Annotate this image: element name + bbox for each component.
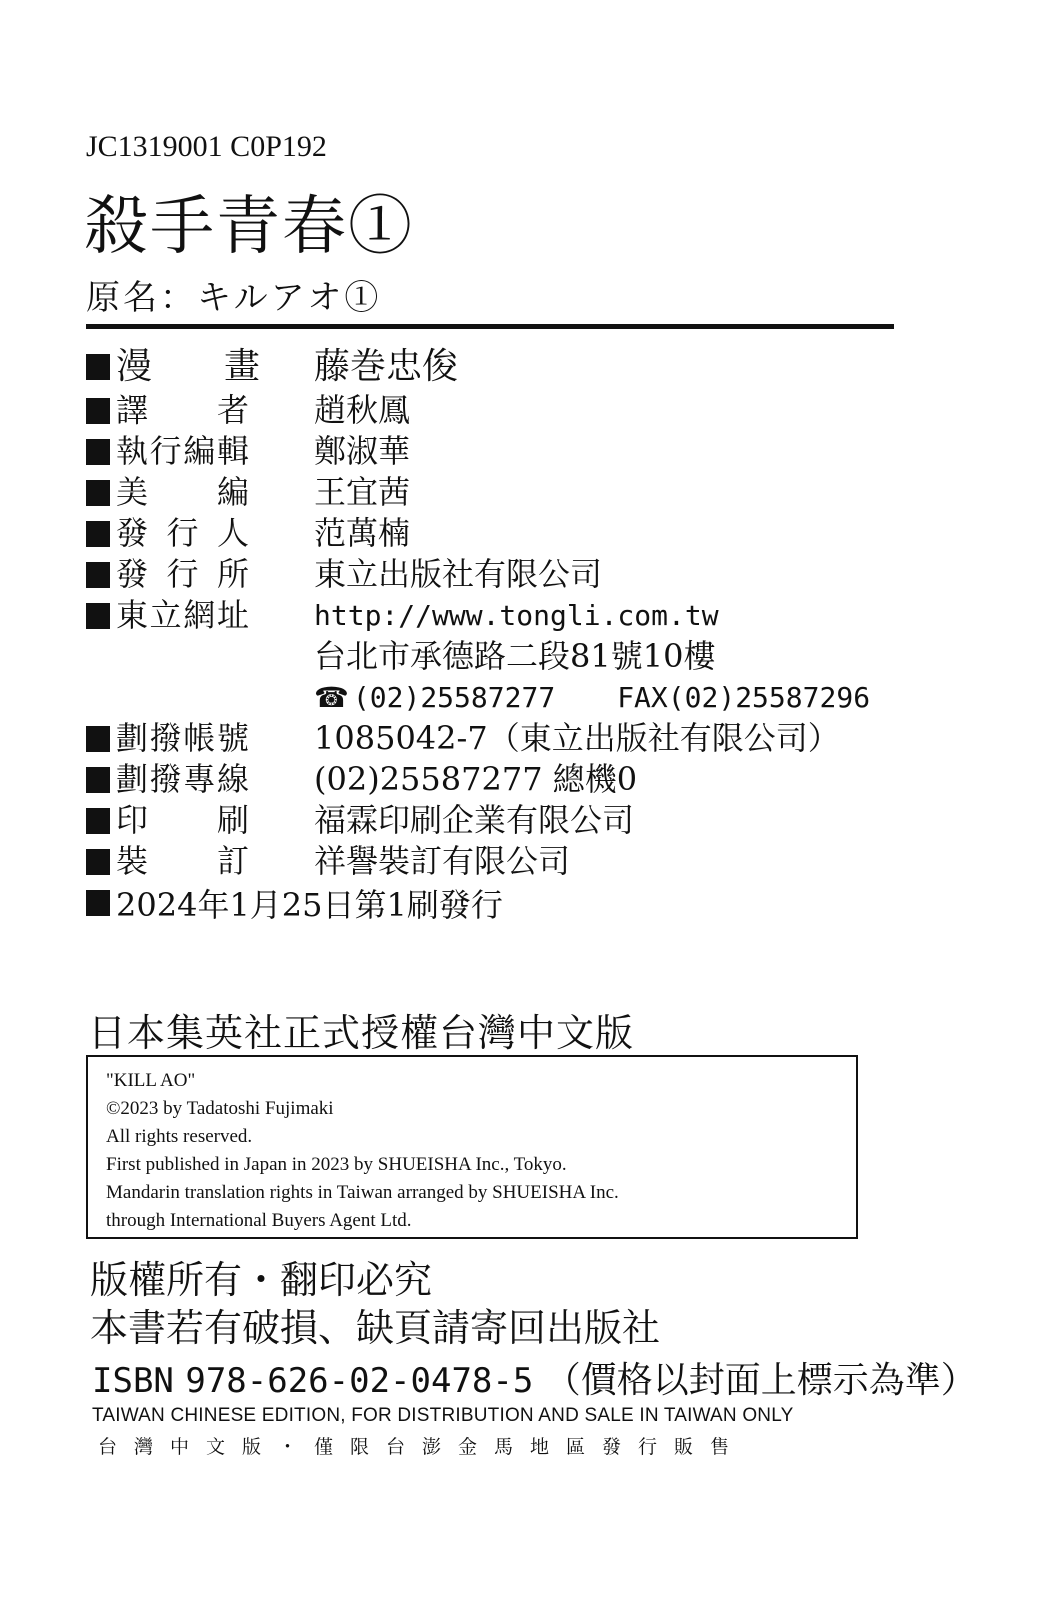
credit-row-manga (86, 344, 906, 390)
copyright-line: "KILL AO" (106, 1070, 196, 1091)
bullet-square (86, 398, 110, 424)
credit-row-publisher (86, 513, 906, 554)
credit-row-account (86, 718, 906, 759)
isbn-line (92, 1352, 977, 1403)
credit-label: 印 刷 (116, 801, 249, 839)
credit-row-website (86, 595, 906, 636)
publish-date-row (86, 882, 906, 923)
copyright-line: Mandarin translation rights in Taiwan arranged by SHUEISHA Inc. (106, 1182, 619, 1203)
credit-label: 劃撥專線 (116, 760, 249, 798)
credit-row-printing (86, 800, 906, 841)
credit-row-art-editor (86, 472, 906, 513)
distribution-english: TAIWAN CHINESE EDITION, FOR DISTRIBUTION AND SALE IN TAIWAN ONLY (92, 1405, 794, 1426)
copyright-line: ©2023 by Tadatoshi Fujimaki (106, 1098, 334, 1119)
credit-value: 福霖印刷企業有限公司 (314, 801, 635, 839)
bullet-square (86, 354, 110, 380)
book-title: 殺手青春① (84, 190, 414, 264)
bullet-square (86, 890, 110, 916)
bullet-square (86, 767, 110, 793)
copyright-line: All rights reserved. (106, 1126, 253, 1147)
copyright-line: through International Buyers Agent Ltd. (106, 1210, 412, 1231)
credit-label: 發 行 人 (116, 514, 249, 552)
isbn-label: ISBN (92, 1361, 174, 1401)
credit-value: 王宜茜 (314, 473, 411, 511)
credit-value: 1085042-7（東立出版社有限公司） (314, 719, 840, 757)
original-title: 原名：キルアオ① (86, 278, 382, 318)
address-row (86, 636, 906, 677)
credit-value: 藤巻忠俊 (314, 346, 459, 387)
credit-value: 祥譽裝訂有限公司 (314, 842, 571, 880)
credit-value: 鄭淑華 (314, 432, 411, 470)
telephone-icon: ☎ (314, 681, 349, 714)
credit-value: 趙秋鳳 (314, 391, 411, 429)
damage-return-note: 本書若有破損、缺頁請寄回出版社 (90, 1306, 661, 1350)
credit-value: 范萬楠 (314, 514, 411, 552)
rights-block (90, 1256, 660, 1352)
credit-row-publishing-house (86, 554, 906, 595)
copyright-box (86, 1055, 858, 1239)
bullet-square (86, 849, 110, 875)
bullet-square (86, 480, 110, 506)
credit-row-hotline (86, 759, 906, 800)
divider-rule (86, 324, 894, 329)
credit-label: 裝 訂 (116, 842, 249, 880)
fax-number: FAX(02)25587296 (617, 681, 871, 714)
credits-block (86, 344, 906, 923)
phone-row (86, 677, 906, 718)
license-statement: 日本集英社正式授權台灣中文版 (88, 1011, 635, 1055)
price-note: （價格以封面上標示為準） (544, 1360, 977, 1401)
product-code: JC1319001 C0P192 (86, 130, 327, 163)
credit-label: 東立網址 (116, 596, 249, 634)
credit-row-binding (86, 841, 906, 882)
isbn-number: 978-626-02-0478-5 (185, 1361, 534, 1401)
website-link[interactable]: http://www.tongli.com.tw (314, 599, 719, 632)
distribution-chinese: 台灣中文版・僅限台澎金馬地區發行販售 (98, 1436, 747, 1458)
credit-label: 美 編 (116, 473, 249, 511)
bullet-square (86, 562, 110, 588)
bullet-square (86, 439, 110, 465)
address: 台北市承德路二段81號10樓 (314, 637, 716, 675)
credit-value: 東立出版社有限公司 (314, 555, 603, 593)
copyright-line: First published in Japan in 2023 by SHUEISHA Inc., Tokyo. (106, 1154, 567, 1175)
credit-label: 執行編輯 (116, 432, 249, 470)
credit-value: (02)25587277 總機0 (314, 760, 638, 798)
credit-label: 劃撥帳號 (116, 719, 249, 757)
publish-date: 2024年1月25日第1刷發行 (116, 885, 503, 924)
bullet-square (86, 808, 110, 834)
phone-number: (02)25587277 (352, 681, 556, 714)
rights-reserved: 版權所有・翻印必究 (90, 1258, 433, 1302)
bullet-square (86, 521, 110, 547)
credit-row-editor (86, 431, 906, 472)
bullet-square (86, 603, 110, 629)
credit-label: 譯 者 (116, 391, 249, 429)
credit-label: 漫 畫 (116, 346, 261, 387)
bullet-square (86, 726, 110, 752)
credit-label: 發 行 所 (116, 555, 249, 593)
credit-row-translator (86, 390, 906, 431)
